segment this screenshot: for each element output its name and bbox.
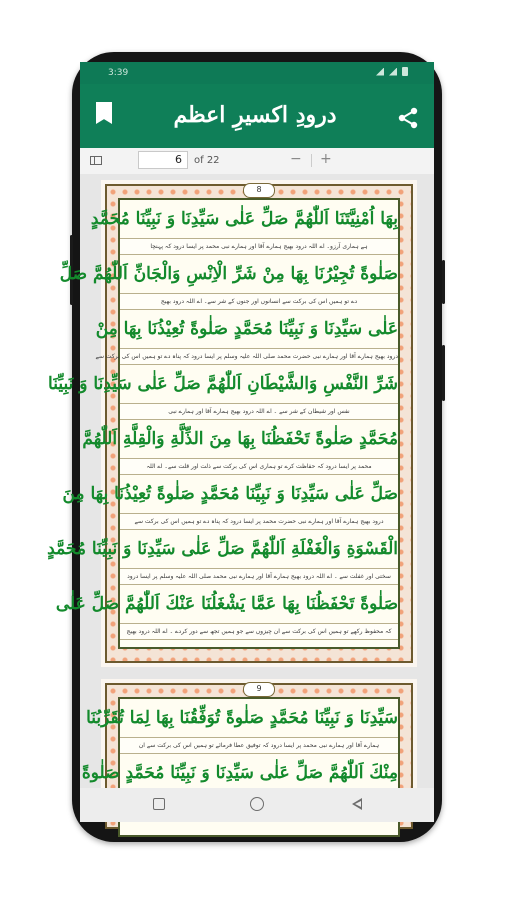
urdu-translation: دے تو ہمیں اس کی برکت سے انسانوں اور جنوں کے شر سے۔ اے اللہ درود بھیج: [120, 293, 398, 310]
urdu-translation: محمد پر ایسا درود کہ حفاظت کرے تو ہماری اس کی برکت سے ذلت اور قلت سے۔ اے اللہ: [120, 458, 398, 475]
page-number-badge: 8: [243, 183, 275, 198]
urdu-translation: ہمارے آقا اور ہمارے نبی محمد پر ایسا درود کہ توفیق عطا فرمائے تو ہمیں اس کی برکت سے ان: [120, 737, 398, 754]
arabic-line: سَيِّدِنَا وَ نَبِيِّنَا مُحَمَّدٍ صَلٰوةً تُوَفِّقُنَا بِهَا لِمَا تُقَرِّبُنَا: [86, 708, 398, 728]
status-bar: [80, 62, 434, 84]
arabic-line: مُحَمَّدٍ صَلٰوةً تَحْفَظُنَا بِهَا مِنَ الذِّلَّةِ وَالْقِلَّةِ اَللّٰهُمَّ: [82, 429, 398, 449]
system-icons: [376, 67, 408, 76]
urdu-translation: درود بھیج ہمارے آقا اور ہمارے نبی حضرت محمد صلی اللہ علیہ وسلم پر ایسا درود کہ پناہ دے تو ہمیں اس کی برکت سے: [120, 348, 398, 365]
urdu-translation: سختی اور غفلت سے ۔ اے اللہ درود بھیج ہمارے آقا اور ہمارے نبی محمد صلی اللہ علیہ وسلم پر ایسا درود: [120, 568, 398, 585]
battery-icon: [402, 67, 408, 76]
status-time: 3:39: [108, 68, 129, 78]
wifi-icon: [376, 68, 384, 76]
arabic-line: الْقَسْوَةِ وَالْغَفْلَةِ اَللّٰهُمَّ صَلِّ عَلٰى سَيِّدِنَا وَ نَبِيِّنَا مُحَمَّدٍ: [47, 539, 398, 559]
side-button: [442, 345, 445, 401]
arabic-line: عَلٰى سَيِّدِنَا وَ نَبِيِّنَا مُحَمَّدٍ صَلٰوةً تُعِيْذُنَا بِهَا مِنْ: [95, 319, 398, 339]
arabic-line: شَرِّ النَّفْسِ وَالشَّيْطَانِ اَللّٰهُمَّ صَلِّ عَلٰى سَيِّدِنَا وَ نَبِيِّنَا: [48, 374, 398, 394]
arabic-line: بِهَا اُمْنِيَّتَنَا اَللّٰهُمَّ صَلِّ عَلٰى سَيِّدِنَا وَ نَبِيِّنَا مُحَمَّدٍ: [90, 209, 398, 229]
arabic-line: مِنْكَ اَللّٰهُمَّ صَلِّ عَلٰى سَيِّدِنَا وَ نَبِيِّنَا مُحَمَّدٍ صَلٰوةً: [81, 763, 398, 783]
power-button: [442, 260, 445, 304]
zoom-in-button[interactable]: +: [320, 151, 332, 167]
arabic-line: صَلِّ عَلٰى سَيِّدِنَا وَ نَبِيِّنَا مُحَمَّدٍ صَلٰوةً تُعِيْذُنَا بِهَا مِنَ: [62, 484, 398, 504]
android-nav-bar: [80, 788, 434, 822]
zoom-out-button[interactable]: −: [290, 151, 302, 167]
urdu-translation: ہے ہماری آرزو۔ اے اللہ درود بھیج ہمارے آقا اور ہمارے نبی محمد پر ایسا درود کہ پہنچا: [120, 238, 398, 255]
back-button[interactable]: [352, 798, 362, 810]
bookmark-icon[interactable]: [96, 102, 112, 124]
page-number-input[interactable]: 6: [138, 151, 188, 169]
zoom-divider: [311, 154, 312, 167]
text-panel: [47, 198, 400, 649]
document-page: [47, 180, 417, 667]
app-bar: [80, 84, 434, 148]
page-total: of 22: [194, 155, 220, 166]
share-icon[interactable]: [396, 106, 420, 130]
signal-icon: [389, 68, 397, 76]
arabic-line: صَلٰوةً تَحْفَظُنَا بِهَا عَمَّا يَشْغَلُنَا عَنْكَ اَللّٰهُمَّ صَلِّ عَلٰى: [55, 594, 398, 614]
page-number-badge: 9: [243, 682, 275, 697]
pdf-toolbar: [80, 148, 434, 175]
ornamental-border: [47, 184, 413, 663]
urdu-translation: درود بھیج ہمارے آقا اور ہمارے نبی حضرت محمد پر ایسا درود کہ پناہ دے تو ہمیں اس کی برکت سے: [120, 513, 398, 530]
app-title: درودِ اکسیرِ اعظم: [173, 102, 337, 128]
home-button[interactable]: [250, 797, 264, 811]
device-screen: [47, 62, 434, 822]
arabic-line: صَلٰوةً تُجِيْرُنَا بِهَا مِنْ شَرِّ الْاِنْسِ وَالْجَانِّ اَللّٰهُمَّ صَلِّ: [59, 264, 398, 284]
urdu-translation: کہ محفوظ رکھے تو ہمیں اس کی برکت سے ان چیزوں سے جو ہمیں تجھ سے دور کردے ۔ اے اللہ درود بھیج: [120, 623, 398, 640]
sidebar-toggle-icon[interactable]: [90, 156, 102, 165]
document-viewer[interactable]: [47, 174, 434, 788]
urdu-translation: نفس اور شیطان کے شر سے ۔ اے اللہ درود بھیج ہمارے آقا اور ہمارے نبی: [120, 403, 398, 420]
recents-button[interactable]: [153, 798, 165, 810]
